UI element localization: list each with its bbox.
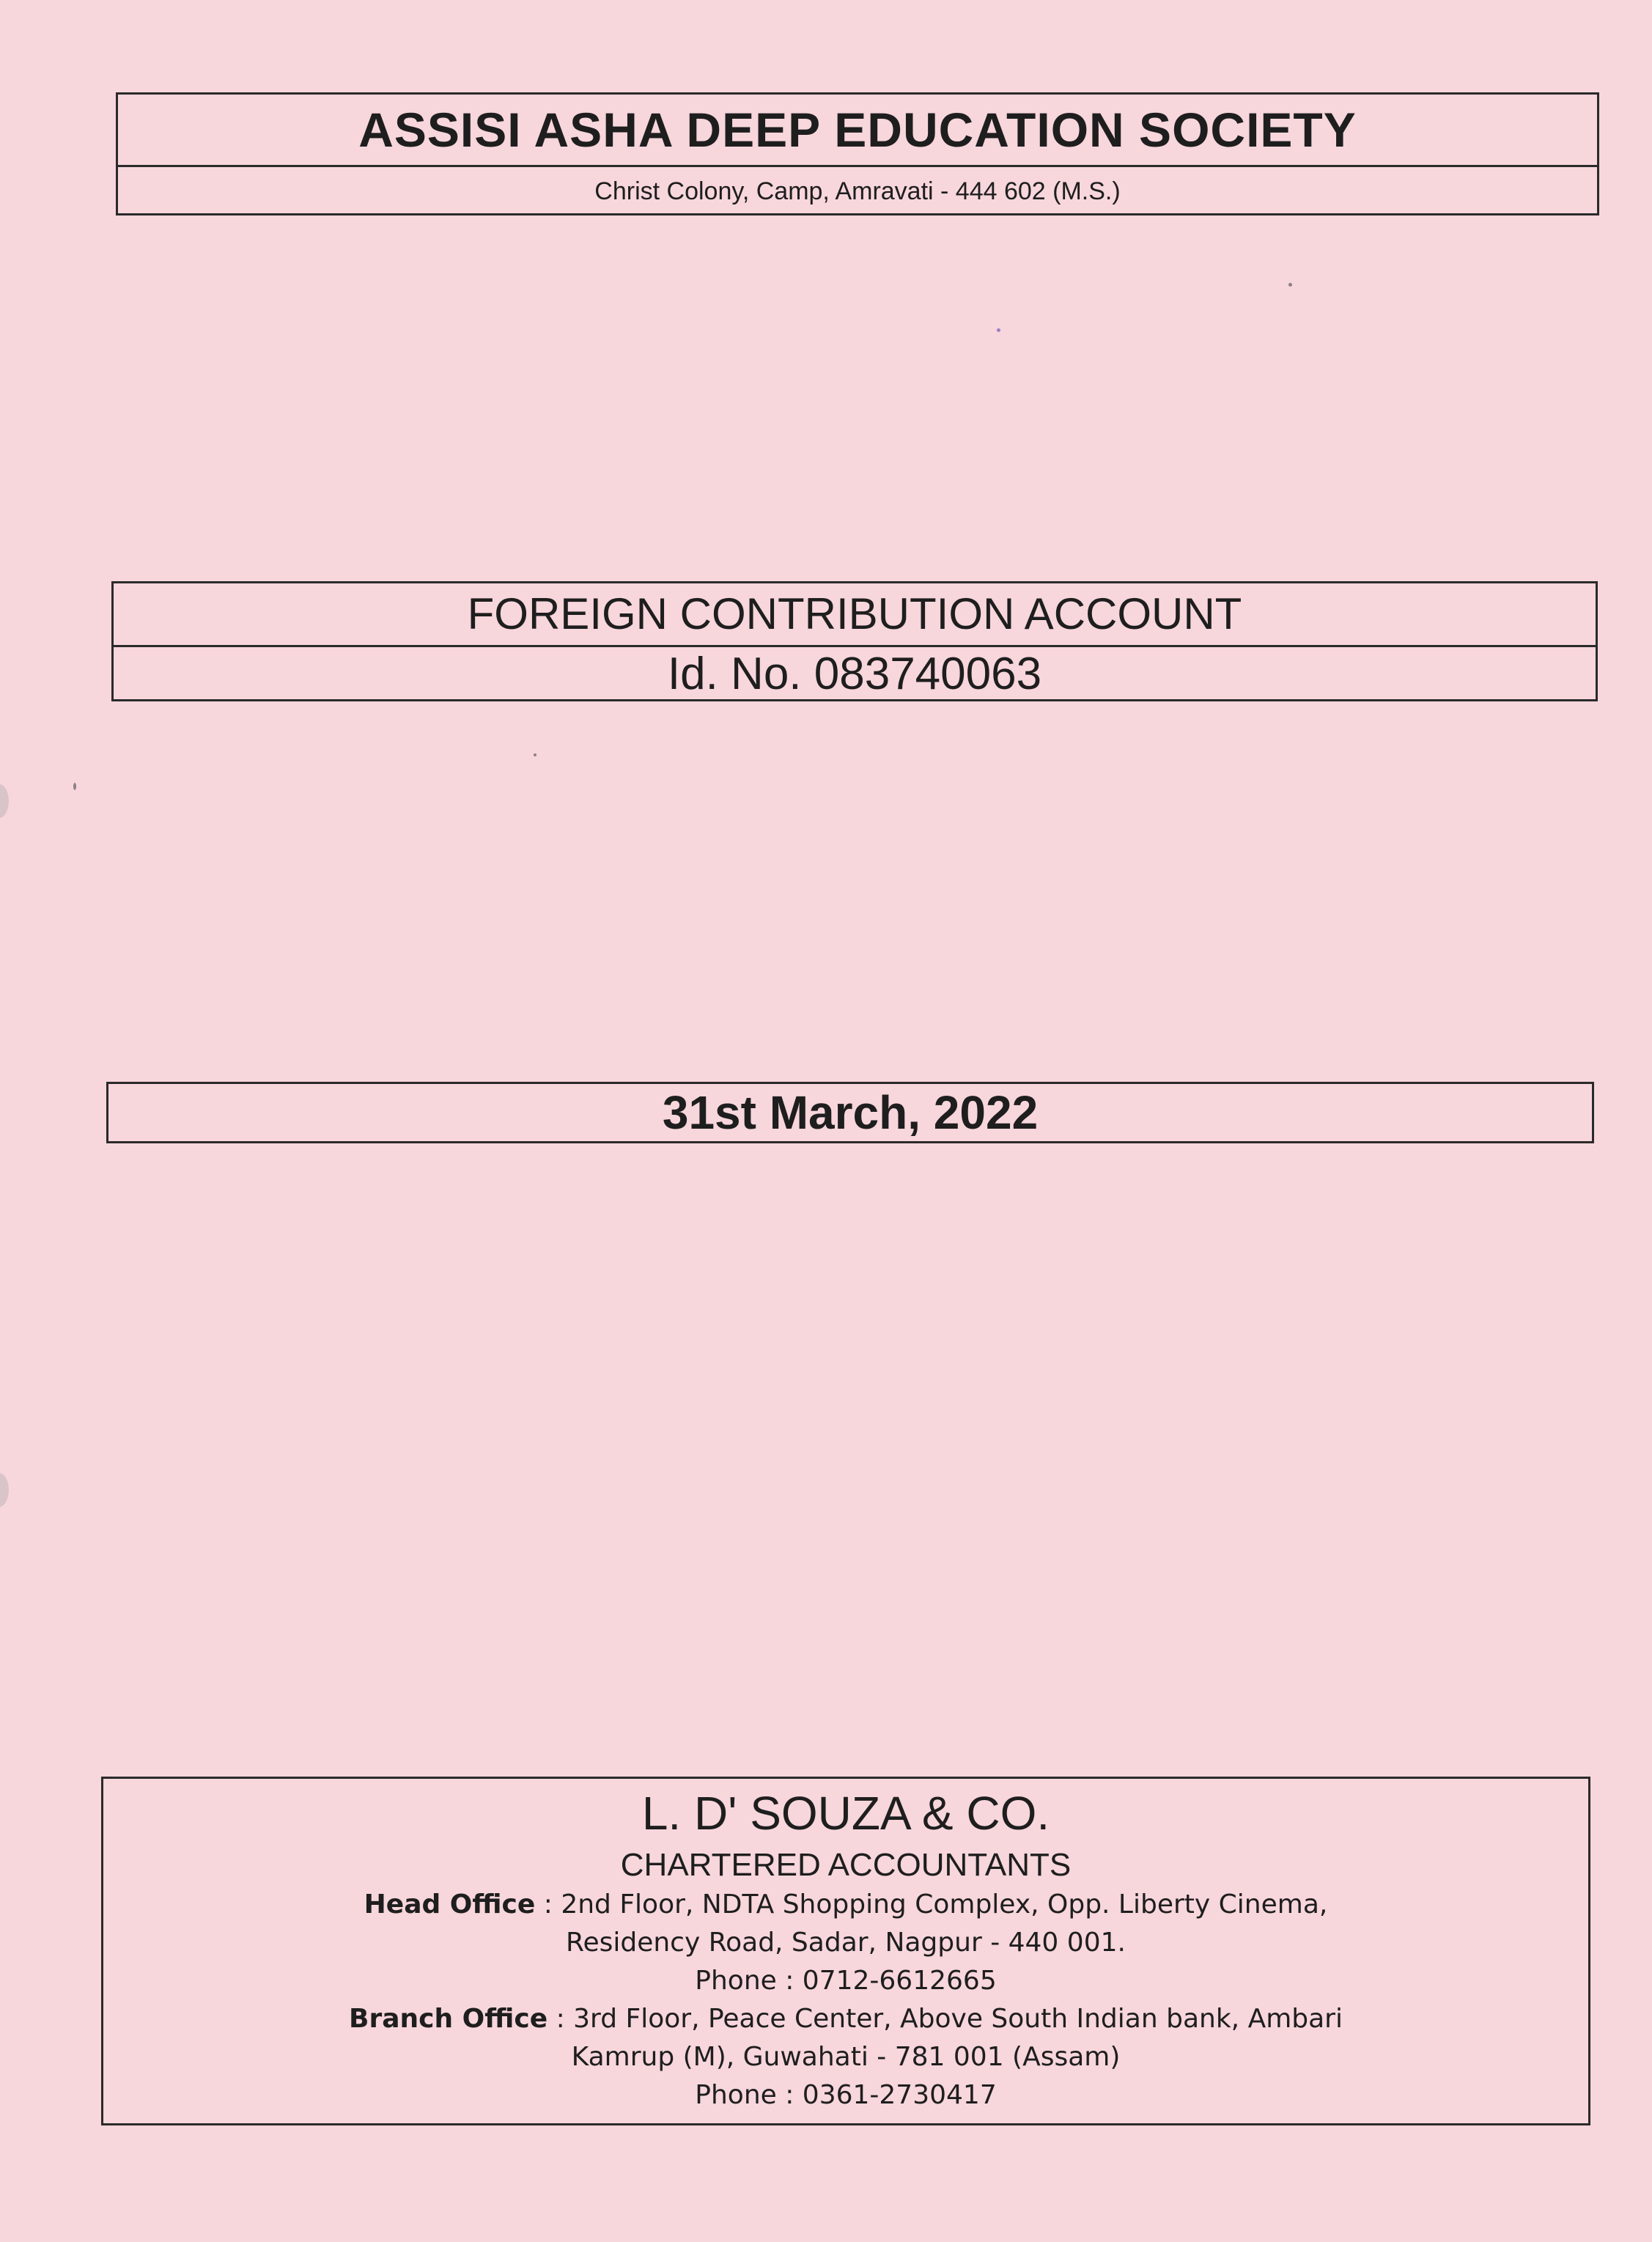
branch-office-line1: : 3rd Floor, Peace Center, Above South Indian bank, Ambari [547,2004,1343,2034]
branch-office-label: Branch Office [349,2004,548,2034]
head-office-phone: Phone : 0712-6612665 [695,1966,997,1996]
head-office-line1: : 2nd Floor, NDTA Shopping Complex, Opp. Liberty Cinema, [535,1889,1328,1920]
account-id-number: Id. No. 083740063 [114,645,1596,699]
branch-office-address-line1 [103,2000,1588,2038]
head-office-address-line1 [103,1886,1588,1924]
branch-office-phone: Phone : 0361-2730417 [695,2080,997,2110]
branch-office-address-line2: Kamrup (M), Guwahati - 781 001 (Assam) [571,2042,1121,2072]
account-title: FOREIGN CONTRIBUTION ACCOUNT [467,589,1242,638]
auditor-firm-type: CHARTERED ACCOUNTANTS [620,1847,1072,1883]
scan-speck [73,783,76,790]
organization-name: ASSISI ASHA DEEP EDUCATION SOCIETY [358,103,1357,157]
scan-speck [534,753,536,756]
head-office-address-line2: Residency Road, Sadar, Nagpur - 440 001. [566,1928,1126,1958]
period-date: 31st March, 2022 [662,1086,1039,1139]
head-office-label: Head Office [364,1889,536,1920]
scan-speck [997,328,1000,332]
punch-hole-shadow [0,784,9,818]
auditor-box [101,1777,1590,2125]
organization-header-box [116,92,1599,215]
period-date-box [106,1082,1594,1143]
punch-hole-shadow [0,1473,9,1507]
scan-speck [1288,283,1292,287]
account-box [111,581,1598,701]
auditor-firm-name: L. D' SOUZA & CO. [641,1787,1050,1840]
organization-address: Christ Colony, Camp, Amravati - 444 602 (M.S.) [118,165,1597,213]
